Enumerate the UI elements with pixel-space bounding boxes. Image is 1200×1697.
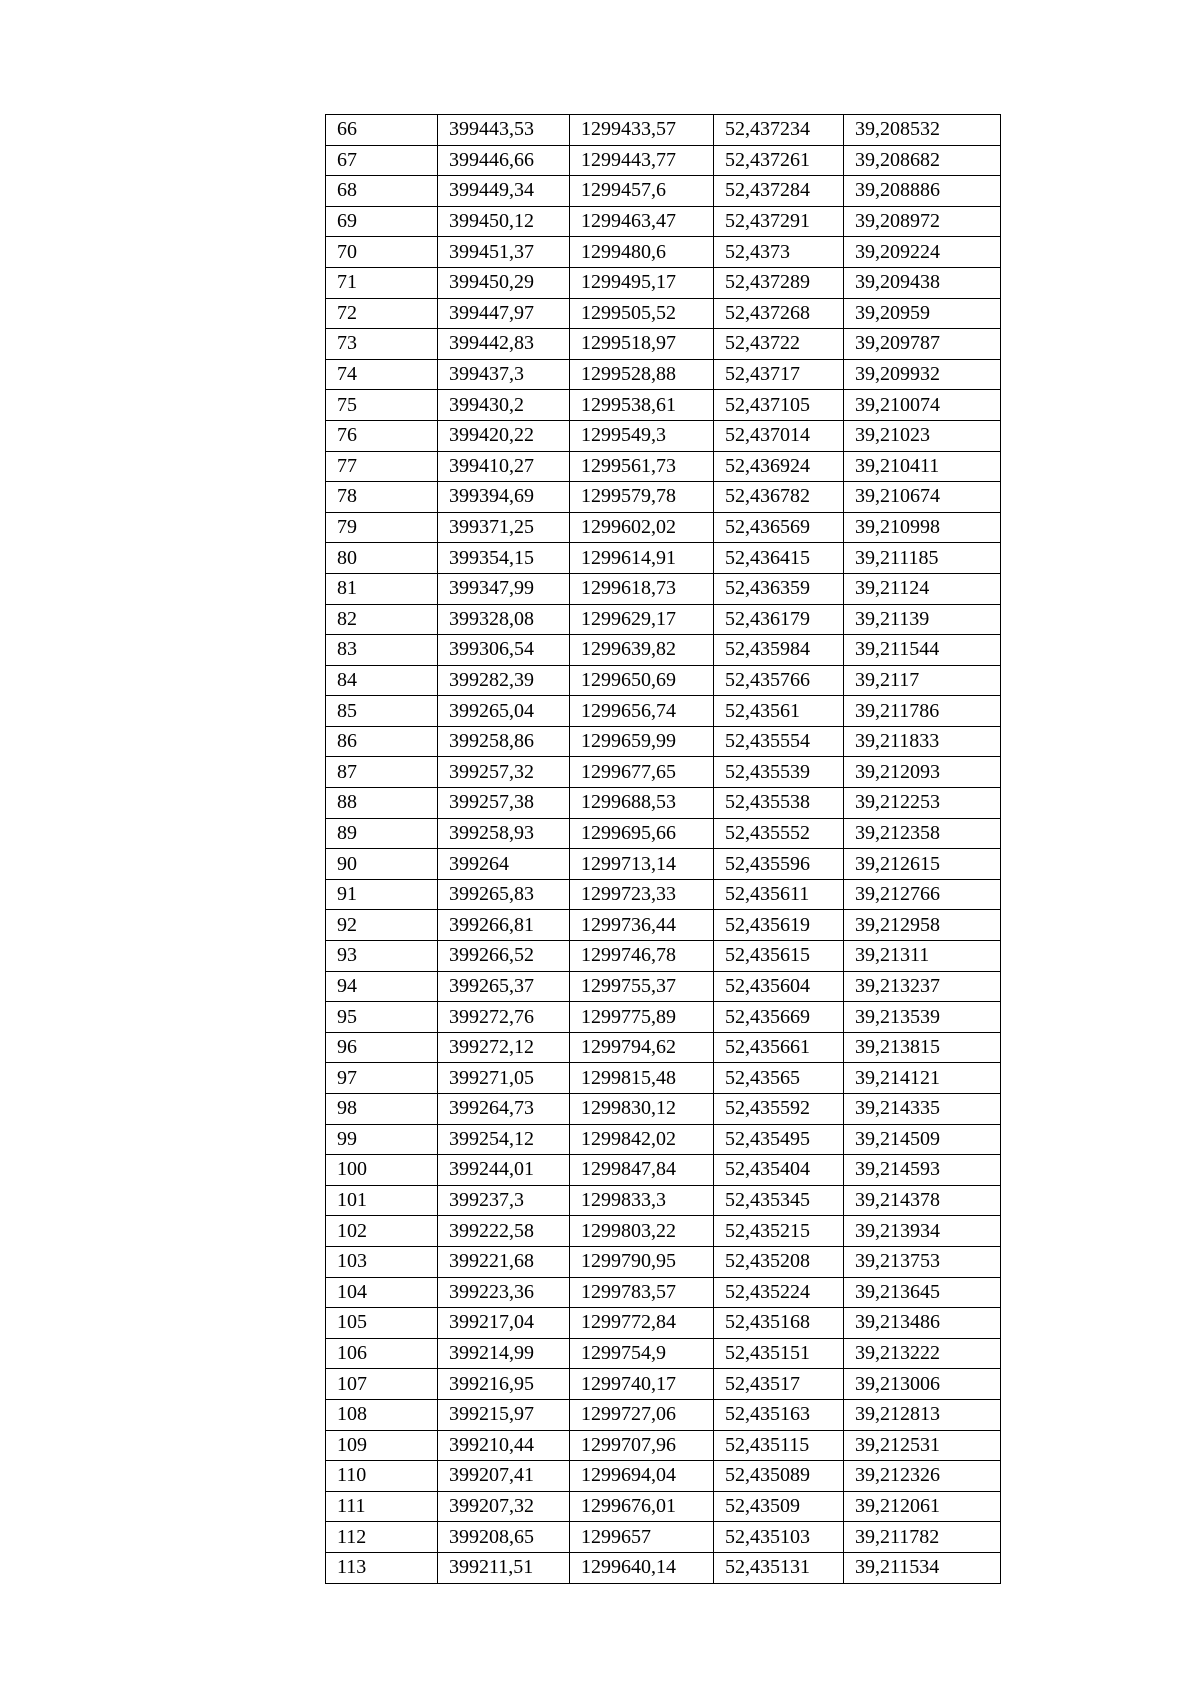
y-coordinate-cell: 1299790,95 (570, 1246, 714, 1277)
point-number-cell: 108 (326, 1399, 438, 1430)
y-coordinate-cell: 1299677,65 (570, 757, 714, 788)
longitude-cell: 39,214335 (844, 1094, 1001, 1125)
x-coordinate-cell: 399266,52 (438, 941, 570, 972)
x-coordinate-cell: 399443,53 (438, 115, 570, 146)
longitude-cell: 39,213815 (844, 1032, 1001, 1063)
y-coordinate-cell: 1299830,12 (570, 1094, 714, 1125)
latitude-cell: 52,437289 (714, 267, 844, 298)
x-coordinate-cell: 399265,04 (438, 696, 570, 727)
longitude-cell: 39,208682 (844, 145, 1001, 176)
x-coordinate-cell: 399257,32 (438, 757, 570, 788)
longitude-cell: 39,211185 (844, 543, 1001, 574)
latitude-cell: 52,437291 (714, 206, 844, 237)
table-row (326, 1491, 1001, 1522)
point-number-cell: 70 (326, 237, 438, 268)
y-coordinate-cell: 1299505,52 (570, 298, 714, 329)
y-coordinate-cell: 1299561,73 (570, 451, 714, 482)
table-row (326, 971, 1001, 1002)
table-row (326, 237, 1001, 268)
table-row (326, 512, 1001, 543)
y-coordinate-cell: 1299783,57 (570, 1277, 714, 1308)
longitude-cell: 39,214593 (844, 1155, 1001, 1186)
table-row (326, 1369, 1001, 1400)
y-coordinate-cell: 1299847,84 (570, 1155, 714, 1186)
point-number-cell: 77 (326, 451, 438, 482)
table-row (326, 1277, 1001, 1308)
point-number-cell: 95 (326, 1002, 438, 1033)
table-row (326, 941, 1001, 972)
x-coordinate-cell: 399420,22 (438, 420, 570, 451)
latitude-cell: 52,435168 (714, 1308, 844, 1339)
x-coordinate-cell: 399328,08 (438, 604, 570, 635)
table-row (326, 145, 1001, 176)
point-number-cell: 107 (326, 1369, 438, 1400)
latitude-cell: 52,435089 (714, 1461, 844, 1492)
x-coordinate-cell: 399258,86 (438, 726, 570, 757)
longitude-cell: 39,211786 (844, 696, 1001, 727)
latitude-cell: 52,435596 (714, 849, 844, 880)
x-coordinate-cell: 399257,38 (438, 788, 570, 819)
point-number-cell: 106 (326, 1338, 438, 1369)
point-number-cell: 71 (326, 267, 438, 298)
point-number-cell: 110 (326, 1461, 438, 1492)
table-row (326, 1002, 1001, 1033)
point-number-cell: 89 (326, 818, 438, 849)
point-number-cell: 83 (326, 635, 438, 666)
table-row (326, 604, 1001, 635)
point-number-cell: 90 (326, 849, 438, 880)
x-coordinate-cell: 399221,68 (438, 1246, 570, 1277)
longitude-cell: 39,211782 (844, 1522, 1001, 1553)
longitude-cell: 39,213222 (844, 1338, 1001, 1369)
latitude-cell: 52,437234 (714, 115, 844, 146)
longitude-cell: 39,212958 (844, 910, 1001, 941)
point-number-cell: 97 (326, 1063, 438, 1094)
x-coordinate-cell: 399450,29 (438, 267, 570, 298)
x-coordinate-cell: 399272,76 (438, 1002, 570, 1033)
point-number-cell: 92 (326, 910, 438, 941)
point-number-cell: 72 (326, 298, 438, 329)
latitude-cell: 52,437284 (714, 176, 844, 207)
longitude-cell: 39,214378 (844, 1185, 1001, 1216)
table-row (326, 420, 1001, 451)
latitude-cell: 52,435539 (714, 757, 844, 788)
longitude-cell: 39,213753 (844, 1246, 1001, 1277)
y-coordinate-cell: 1299614,91 (570, 543, 714, 574)
x-coordinate-cell: 399254,12 (438, 1124, 570, 1155)
longitude-cell: 39,213539 (844, 1002, 1001, 1033)
point-number-cell: 102 (326, 1216, 438, 1247)
point-number-cell: 68 (326, 176, 438, 207)
y-coordinate-cell: 1299713,14 (570, 849, 714, 880)
latitude-cell: 52,435224 (714, 1277, 844, 1308)
longitude-cell: 39,212093 (844, 757, 1001, 788)
point-number-cell: 79 (326, 512, 438, 543)
table-row (326, 726, 1001, 757)
longitude-cell: 39,209932 (844, 359, 1001, 390)
latitude-cell: 52,437261 (714, 145, 844, 176)
coordinates-table (325, 114, 1001, 1584)
longitude-cell: 39,214509 (844, 1124, 1001, 1155)
table-row (326, 359, 1001, 390)
longitude-cell: 39,212766 (844, 879, 1001, 910)
latitude-cell: 52,43565 (714, 1063, 844, 1094)
latitude-cell: 52,435103 (714, 1522, 844, 1553)
latitude-cell: 52,43561 (714, 696, 844, 727)
x-coordinate-cell: 399282,39 (438, 665, 570, 696)
x-coordinate-cell: 399211,51 (438, 1552, 570, 1583)
y-coordinate-cell: 1299707,96 (570, 1430, 714, 1461)
point-number-cell: 73 (326, 329, 438, 360)
point-number-cell: 81 (326, 573, 438, 604)
table-row (326, 390, 1001, 421)
latitude-cell: 52,435495 (714, 1124, 844, 1155)
latitude-cell: 52,43509 (714, 1491, 844, 1522)
x-coordinate-cell: 399306,54 (438, 635, 570, 666)
table-row (326, 818, 1001, 849)
point-number-cell: 85 (326, 696, 438, 727)
y-coordinate-cell: 1299754,9 (570, 1338, 714, 1369)
table-row (326, 849, 1001, 880)
table-row (326, 1155, 1001, 1186)
table-row (326, 482, 1001, 513)
latitude-cell: 52,436924 (714, 451, 844, 482)
point-number-cell: 76 (326, 420, 438, 451)
table-row (326, 1522, 1001, 1553)
longitude-cell: 39,212531 (844, 1430, 1001, 1461)
y-coordinate-cell: 1299794,62 (570, 1032, 714, 1063)
point-number-cell: 103 (326, 1246, 438, 1277)
point-number-cell: 94 (326, 971, 438, 1002)
y-coordinate-cell: 1299772,84 (570, 1308, 714, 1339)
longitude-cell: 39,21139 (844, 604, 1001, 635)
y-coordinate-cell: 1299833,3 (570, 1185, 714, 1216)
y-coordinate-cell: 1299842,02 (570, 1124, 714, 1155)
y-coordinate-cell: 1299629,17 (570, 604, 714, 635)
y-coordinate-cell: 1299815,48 (570, 1063, 714, 1094)
y-coordinate-cell: 1299775,89 (570, 1002, 714, 1033)
latitude-cell: 52,43722 (714, 329, 844, 360)
point-number-cell: 78 (326, 482, 438, 513)
longitude-cell: 39,213006 (844, 1369, 1001, 1400)
point-number-cell: 91 (326, 879, 438, 910)
latitude-cell: 52,437268 (714, 298, 844, 329)
point-number-cell: 111 (326, 1491, 438, 1522)
x-coordinate-cell: 399442,83 (438, 329, 570, 360)
longitude-cell: 39,210998 (844, 512, 1001, 543)
x-coordinate-cell: 399449,34 (438, 176, 570, 207)
y-coordinate-cell: 1299495,17 (570, 267, 714, 298)
table-row (326, 1338, 1001, 1369)
y-coordinate-cell: 1299640,14 (570, 1552, 714, 1583)
point-number-cell: 105 (326, 1308, 438, 1339)
x-coordinate-cell: 399347,99 (438, 573, 570, 604)
latitude-cell: 52,435538 (714, 788, 844, 819)
table-row (326, 176, 1001, 207)
x-coordinate-cell: 399447,97 (438, 298, 570, 329)
x-coordinate-cell: 399215,97 (438, 1399, 570, 1430)
x-coordinate-cell: 399208,65 (438, 1522, 570, 1553)
table-row (326, 1216, 1001, 1247)
longitude-cell: 39,210411 (844, 451, 1001, 482)
point-number-cell: 112 (326, 1522, 438, 1553)
x-coordinate-cell: 399450,12 (438, 206, 570, 237)
y-coordinate-cell: 1299803,22 (570, 1216, 714, 1247)
y-coordinate-cell: 1299688,53 (570, 788, 714, 819)
x-coordinate-cell: 399216,95 (438, 1369, 570, 1400)
table-row (326, 1308, 1001, 1339)
latitude-cell: 52,435592 (714, 1094, 844, 1125)
y-coordinate-cell: 1299727,06 (570, 1399, 714, 1430)
x-coordinate-cell: 399223,36 (438, 1277, 570, 1308)
latitude-cell: 52,435552 (714, 818, 844, 849)
point-number-cell: 82 (326, 604, 438, 635)
point-number-cell: 66 (326, 115, 438, 146)
y-coordinate-cell: 1299723,33 (570, 879, 714, 910)
longitude-cell: 39,212326 (844, 1461, 1001, 1492)
longitude-cell: 39,212358 (844, 818, 1001, 849)
table-row (326, 788, 1001, 819)
x-coordinate-cell: 399430,2 (438, 390, 570, 421)
y-coordinate-cell: 1299740,17 (570, 1369, 714, 1400)
x-coordinate-cell: 399214,99 (438, 1338, 570, 1369)
longitude-cell: 39,214121 (844, 1063, 1001, 1094)
longitude-cell: 39,213486 (844, 1308, 1001, 1339)
x-coordinate-cell: 399217,04 (438, 1308, 570, 1339)
table-row (326, 696, 1001, 727)
latitude-cell: 52,437014 (714, 420, 844, 451)
y-coordinate-cell: 1299463,47 (570, 206, 714, 237)
table-row (326, 635, 1001, 666)
table-row (326, 329, 1001, 360)
longitude-cell: 39,213934 (844, 1216, 1001, 1247)
y-coordinate-cell: 1299457,6 (570, 176, 714, 207)
longitude-cell: 39,20959 (844, 298, 1001, 329)
table-row (326, 267, 1001, 298)
table-row (326, 573, 1001, 604)
table-row (326, 1032, 1001, 1063)
latitude-cell: 52,435669 (714, 1002, 844, 1033)
latitude-cell: 52,435611 (714, 879, 844, 910)
table-row (326, 1063, 1001, 1094)
longitude-cell: 39,21124 (844, 573, 1001, 604)
y-coordinate-cell: 1299736,44 (570, 910, 714, 941)
y-coordinate-cell: 1299528,88 (570, 359, 714, 390)
point-number-cell: 88 (326, 788, 438, 819)
table-row (326, 543, 1001, 574)
y-coordinate-cell: 1299618,73 (570, 573, 714, 604)
table-row (326, 665, 1001, 696)
latitude-cell: 52,435215 (714, 1216, 844, 1247)
coordinates-table-body (326, 115, 1001, 1584)
x-coordinate-cell: 399437,3 (438, 359, 570, 390)
table-row (326, 757, 1001, 788)
y-coordinate-cell: 1299746,78 (570, 941, 714, 972)
x-coordinate-cell: 399244,01 (438, 1155, 570, 1186)
longitude-cell: 39,212253 (844, 788, 1001, 819)
point-number-cell: 109 (326, 1430, 438, 1461)
longitude-cell: 39,213237 (844, 971, 1001, 1002)
longitude-cell: 39,212615 (844, 849, 1001, 880)
x-coordinate-cell: 399371,25 (438, 512, 570, 543)
point-number-cell: 93 (326, 941, 438, 972)
table-row (326, 910, 1001, 941)
x-coordinate-cell: 399210,44 (438, 1430, 570, 1461)
latitude-cell: 52,435151 (714, 1338, 844, 1369)
y-coordinate-cell: 1299656,74 (570, 696, 714, 727)
x-coordinate-cell: 399207,41 (438, 1461, 570, 1492)
latitude-cell: 52,436782 (714, 482, 844, 513)
latitude-cell: 52,436359 (714, 573, 844, 604)
point-number-cell: 80 (326, 543, 438, 574)
x-coordinate-cell: 399264,73 (438, 1094, 570, 1125)
table-row (326, 1461, 1001, 1492)
y-coordinate-cell: 1299480,6 (570, 237, 714, 268)
table-row (326, 115, 1001, 146)
table-row (326, 1552, 1001, 1583)
point-number-cell: 75 (326, 390, 438, 421)
latitude-cell: 52,435766 (714, 665, 844, 696)
longitude-cell: 39,211544 (844, 635, 1001, 666)
table-row (326, 879, 1001, 910)
longitude-cell: 39,210674 (844, 482, 1001, 513)
latitude-cell: 52,436415 (714, 543, 844, 574)
table-row (326, 1094, 1001, 1125)
point-number-cell: 113 (326, 1552, 438, 1583)
table-row (326, 1246, 1001, 1277)
x-coordinate-cell: 399266,81 (438, 910, 570, 941)
latitude-cell: 52,43517 (714, 1369, 844, 1400)
longitude-cell: 39,212813 (844, 1399, 1001, 1430)
y-coordinate-cell: 1299538,61 (570, 390, 714, 421)
latitude-cell: 52,4373 (714, 237, 844, 268)
y-coordinate-cell: 1299694,04 (570, 1461, 714, 1492)
table-row (326, 1399, 1001, 1430)
latitude-cell: 52,435163 (714, 1399, 844, 1430)
longitude-cell: 39,211534 (844, 1552, 1001, 1583)
longitude-cell: 39,21311 (844, 941, 1001, 972)
point-number-cell: 74 (326, 359, 438, 390)
point-number-cell: 67 (326, 145, 438, 176)
y-coordinate-cell: 1299695,66 (570, 818, 714, 849)
x-coordinate-cell: 399272,12 (438, 1032, 570, 1063)
x-coordinate-cell: 399451,37 (438, 237, 570, 268)
y-coordinate-cell: 1299657 (570, 1522, 714, 1553)
point-number-cell: 86 (326, 726, 438, 757)
latitude-cell: 52,435554 (714, 726, 844, 757)
longitude-cell: 39,21023 (844, 420, 1001, 451)
y-coordinate-cell: 1299602,02 (570, 512, 714, 543)
point-number-cell: 100 (326, 1155, 438, 1186)
longitude-cell: 39,208972 (844, 206, 1001, 237)
x-coordinate-cell: 399394,69 (438, 482, 570, 513)
y-coordinate-cell: 1299676,01 (570, 1491, 714, 1522)
table-row (326, 1430, 1001, 1461)
y-coordinate-cell: 1299755,37 (570, 971, 714, 1002)
table-row (326, 206, 1001, 237)
latitude-cell: 52,435619 (714, 910, 844, 941)
x-coordinate-cell: 399207,32 (438, 1491, 570, 1522)
y-coordinate-cell: 1299650,69 (570, 665, 714, 696)
point-number-cell: 98 (326, 1094, 438, 1125)
x-coordinate-cell: 399265,83 (438, 879, 570, 910)
x-coordinate-cell: 399264 (438, 849, 570, 880)
table-row (326, 1124, 1001, 1155)
latitude-cell: 52,435208 (714, 1246, 844, 1277)
latitude-cell: 52,437105 (714, 390, 844, 421)
latitude-cell: 52,435661 (714, 1032, 844, 1063)
longitude-cell: 39,212061 (844, 1491, 1001, 1522)
longitude-cell: 39,209438 (844, 267, 1001, 298)
y-coordinate-cell: 1299549,3 (570, 420, 714, 451)
latitude-cell: 52,435404 (714, 1155, 844, 1186)
x-coordinate-cell: 399237,3 (438, 1185, 570, 1216)
longitude-cell: 39,210074 (844, 390, 1001, 421)
point-number-cell: 99 (326, 1124, 438, 1155)
table-row (326, 1185, 1001, 1216)
point-number-cell: 69 (326, 206, 438, 237)
x-coordinate-cell: 399222,58 (438, 1216, 570, 1247)
point-number-cell: 96 (326, 1032, 438, 1063)
point-number-cell: 104 (326, 1277, 438, 1308)
point-number-cell: 84 (326, 665, 438, 696)
y-coordinate-cell: 1299443,77 (570, 145, 714, 176)
latitude-cell: 52,435604 (714, 971, 844, 1002)
x-coordinate-cell: 399265,37 (438, 971, 570, 1002)
latitude-cell: 52,435984 (714, 635, 844, 666)
point-number-cell: 87 (326, 757, 438, 788)
x-coordinate-cell: 399446,66 (438, 145, 570, 176)
longitude-cell: 39,213645 (844, 1277, 1001, 1308)
latitude-cell: 52,435115 (714, 1430, 844, 1461)
latitude-cell: 52,436179 (714, 604, 844, 635)
latitude-cell: 52,436569 (714, 512, 844, 543)
x-coordinate-cell: 399271,05 (438, 1063, 570, 1094)
table-row (326, 451, 1001, 482)
x-coordinate-cell: 399410,27 (438, 451, 570, 482)
latitude-cell: 52,43717 (714, 359, 844, 390)
y-coordinate-cell: 1299518,97 (570, 329, 714, 360)
x-coordinate-cell: 399354,15 (438, 543, 570, 574)
y-coordinate-cell: 1299659,99 (570, 726, 714, 757)
latitude-cell: 52,435345 (714, 1185, 844, 1216)
longitude-cell: 39,211833 (844, 726, 1001, 757)
longitude-cell: 39,208886 (844, 176, 1001, 207)
longitude-cell: 39,2117 (844, 665, 1001, 696)
longitude-cell: 39,209224 (844, 237, 1001, 268)
longitude-cell: 39,208532 (844, 115, 1001, 146)
y-coordinate-cell: 1299639,82 (570, 635, 714, 666)
point-number-cell: 101 (326, 1185, 438, 1216)
y-coordinate-cell: 1299579,78 (570, 482, 714, 513)
longitude-cell: 39,209787 (844, 329, 1001, 360)
y-coordinate-cell: 1299433,57 (570, 115, 714, 146)
x-coordinate-cell: 399258,93 (438, 818, 570, 849)
table-row (326, 298, 1001, 329)
latitude-cell: 52,435615 (714, 941, 844, 972)
latitude-cell: 52,435131 (714, 1552, 844, 1583)
